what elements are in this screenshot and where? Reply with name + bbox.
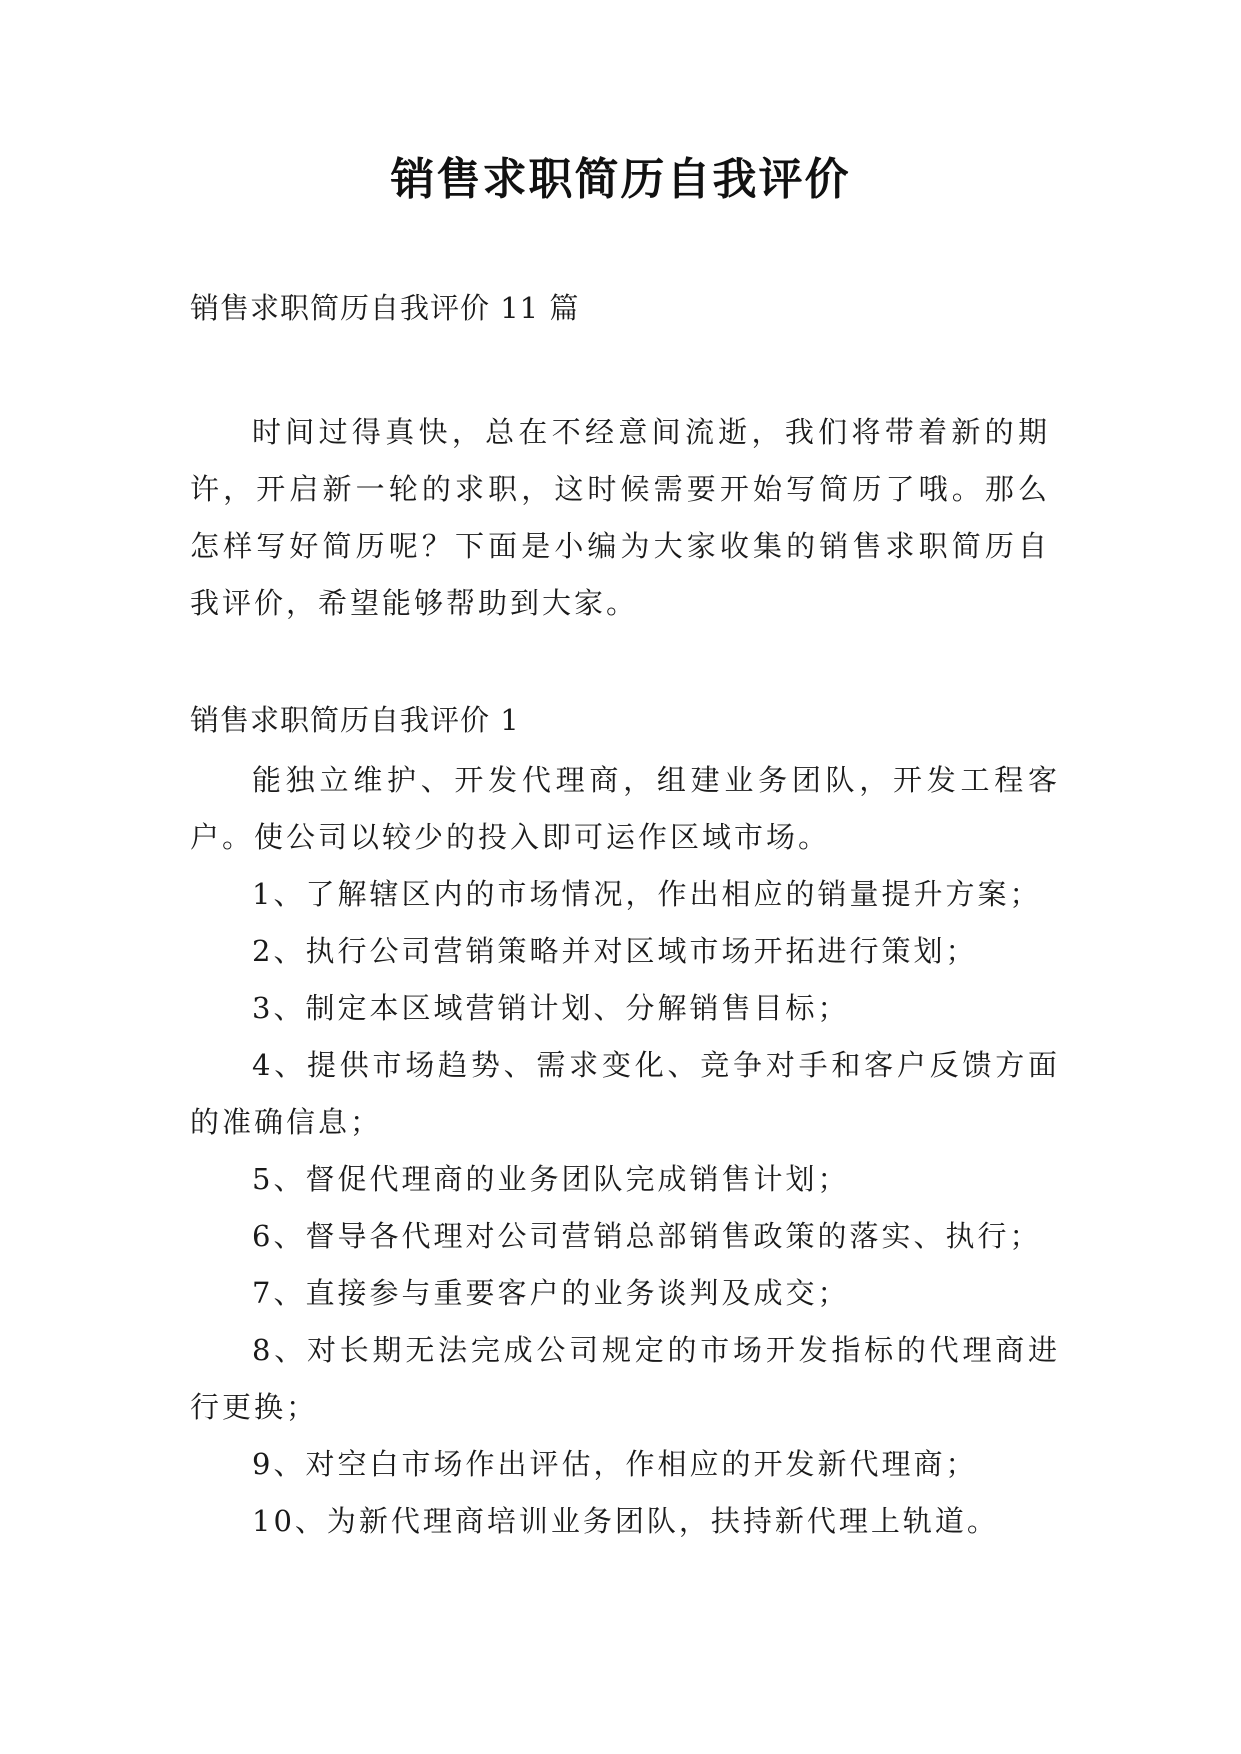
list-item: 6、督导各代理对公司营销总部销售政策的落实、执行； [252,1219,1042,1253]
list-item: 1、了解辖区内的市场情况，作出相应的销量提升方案； [252,877,1042,911]
section-body [190,752,1060,1550]
list-item: 7、直接参与重要客户的业务谈判及成交； [252,1276,850,1310]
list-item: 4、提供市场趋势、需求变化、竞争对手和客户反馈方面的准确信息； [190,1048,1060,1139]
list-item: 8、对长期无法完成公司规定的市场开发指标的代理商进行更换； [190,1333,1060,1424]
list-item: 5、督促代理商的业务团队完成销售计划； [252,1162,850,1196]
document-subtitle: 销售求职简历自我评价 11 篇 [190,291,580,325]
body-paragraph: 能独立维护、开发代理商，组建业务团队，开发工程客户。使公司以较少的投入即可运作区域市场。 [190,763,1060,854]
list-item: 10、为新代理商培训业务团队，扶持新代理上轨道。 [252,1504,999,1538]
intro-paragraph: 时间过得真快，总在不经意间流逝，我们将带着新的期许，开启新一轮的求职，这时候需要开始写简历了哦。那么怎样写好简历呢？下面是小编为大家收集的销售求职简历自我评价，希望能够帮助到大家。 [190,415,1050,620]
section-heading: 销售求职简历自我评价 1 [190,703,520,737]
list-item: 2、执行公司营销策略并对区域市场开拓进行策划； [252,934,978,968]
list-item: 3、制定本区域营销计划、分解销售目标； [252,991,850,1025]
list-item: 9、对空白市场作出评估，作相应的开发新代理商； [252,1447,978,1481]
page-title: 销售求职简历自我评价 [390,154,851,205]
